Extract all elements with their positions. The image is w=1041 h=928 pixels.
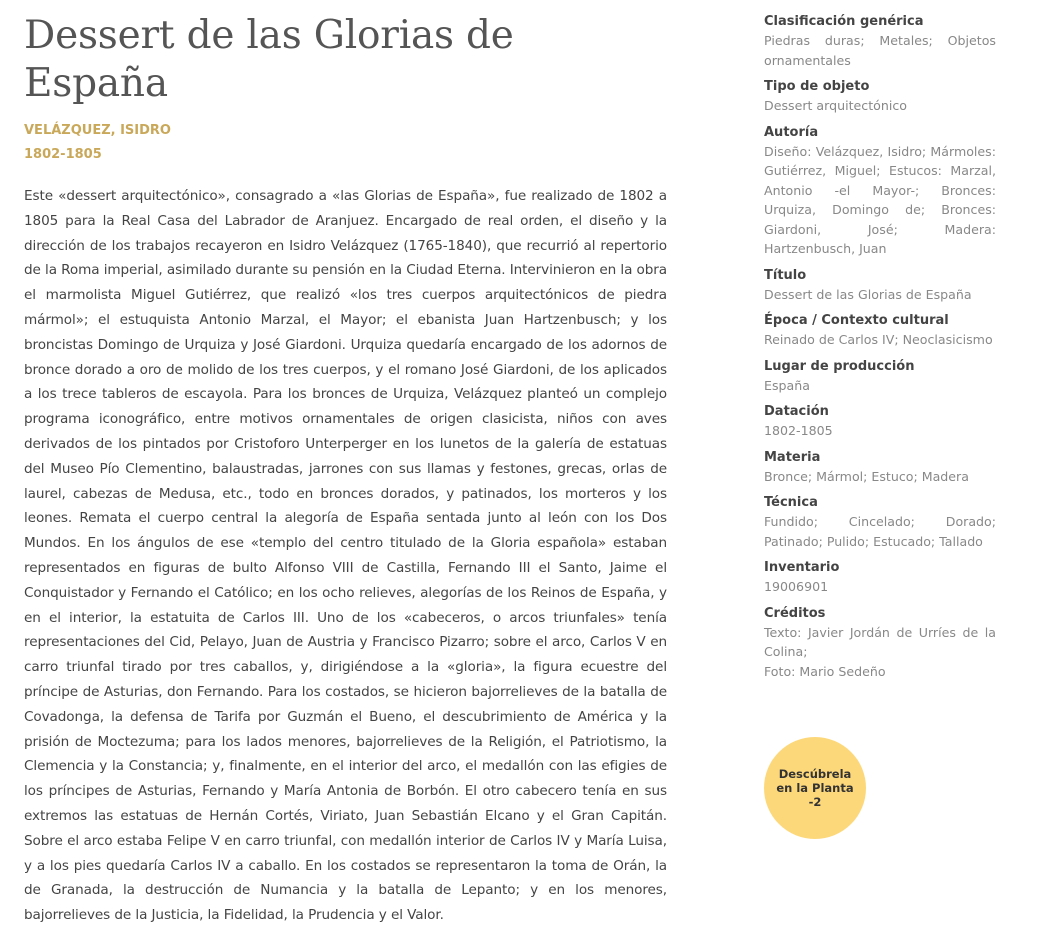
detail-dating — [764, 402, 996, 441]
detail-value: Diseño: Velázquez, Isidro; Mármoles: Gutiérrez, Miguel; Estucos: Marzal, Antonio -el Mayor-; Bronces: Urquiza, Domingo de; Bronces: Giardoni, José; Madera: Hartzenbusch, Juan — [764, 143, 996, 256]
detail-inventory — [764, 558, 996, 597]
detail-label: Técnica — [764, 495, 818, 510]
detail-value: Piedras duras; Metales; Objetos ornamentales — [764, 33, 996, 68]
detail-place — [764, 357, 996, 396]
detail-value: Dessert arquitectónico — [764, 98, 907, 113]
detail-label: Créditos — [764, 605, 826, 621]
details-sidebar — [764, 12, 996, 688]
detail-authorship — [764, 123, 996, 259]
detail-period — [764, 311, 996, 350]
detail-label: Datación — [764, 404, 829, 419]
detail-material — [764, 448, 996, 487]
detail-credits — [764, 604, 996, 682]
detail-label: Inventario — [764, 560, 840, 575]
detail-value: Texto: Javier Jordán de Urríes de la Colina; — [764, 624, 996, 659]
detail-value: 1802-1805 — [764, 423, 833, 438]
detail-object-type — [764, 77, 996, 116]
detail-label: Clasificación genérica — [764, 14, 924, 29]
detail-value: Reinado de Carlos IV; Neoclasicismo — [764, 332, 993, 347]
detail-technique — [764, 493, 996, 551]
detail-classification — [764, 12, 996, 70]
discover-floor-button[interactable] — [764, 737, 866, 839]
detail-title — [764, 266, 996, 305]
detail-value: 19006901 — [764, 579, 829, 594]
detail-value: Fundido; Cincelado; Dorado; Patinado; Pulido; Estucado; Tallado — [764, 514, 996, 549]
detail-label: Tipo de objeto — [764, 79, 870, 94]
artwork-date: 1802-1805 — [24, 147, 102, 162]
detail-label: Materia — [764, 449, 821, 465]
artwork-description: Este «dessert arquitectónico», consagrado a «las Glorias de España», fue realizado de 1802 a 1805 para la Real Casa del Labrador de Aranjuez. Encargado de real orden, el diseño y la dirección de los trabajos recayeron en Isidro Velázquez (1765-1840), que recurrió al repertorio de la Roma imperial, asimilado durante su pensión en la Ciudad Eterna. Intervinieron en la obra el marmolista Miguel Gutiérrez, que realizó «los tres cuerpos arquitectónicos de piedra mármol»; el estuquista Antonio Marzal, el Mayor; el ebanista Juan Hartzenbusch; y los broncistas Domingo de Urquiza y José Giardoni. Urquiza quedaría encargado de los adornos de bronce dorado a oro de molido de los tres cuerpos, y el romano José Giardoni, de los aplicados a los trece tableros de escayola. Para los bronces de Urquiza, Velázquez planteó un complejo programa iconográfico, entre motivos ornamentales de origen clasicista, niños con aves derivados de los pintados por Cristoforo Unterperger en los lunetos de la galería de estatuas del Museo Pío Clementino, balaustradas, jarrones con sus llamas y festones, grecas, orlas de laurel, cabezas de Medusa, etc., todo en bronces dorados, y patinados, los morteros y los leones. Remata el cuerpo central la alegoría de España sentada junto al león con los Dos Mundos. En los ángulos de ese «templo del centro titulado de la Gloria española» estaban representados en figuras de bulto Alfonso VIII de Castilla, Fernando III el Santo, Jaime el Conquistador y Fernando el Católico; en los ocho relieves, alegorías de los Reinos de España, y en el interior, la estatuita de Carlos III. Uno de los «cabeceros, o arcos triunfales» tenía representaciones del Cid, Pelayo, Juan de Austria y Francisco Pizarro; sobre el arco, Carlos V en carro triunfal tirado por tres caballos, y, dirigiéndose a la «gloria», la figura ecuestre del príncipe de Asturias, don Fernando. Para los costados, se hicieron bajorrelieves de la batalla de Covadonga, la defensa de Tarifa por Guzmán el Bueno, el descubrimiento de América y la prisión de Moctezuma; para los lados menores, bajorrelieves de la Religión, el Patriotismo, la Clemencia y la Constancia; y, finalmente, en el interior del arco, el medallón con las efigies de los príncipes de Asturias, Fernando y María Antonia de Borbón. El otro cabecero tenía en sus extremos las estatuas de Hernán Cortés, Viriato, Juan Sebastián Elcano y el Gran Capitán. Sobre el arco estaba Felipe V en carro triunfal, con medallón interior de Carlos IV y María Luisa, y a los pies quedaría Carlos IV a caballo. En los costados se representaron la toma de Orán, la de Granada, la destrucción de Numancia y la batalla de Lepanto; y en los menores, bajorrelieves de la Justicia, la Fidelidad, la Prudencia y el Valor. — [24, 188, 667, 924]
detail-label: Lugar de producción — [764, 358, 915, 374]
detail-value: España — [764, 377, 810, 393]
detail-value-photo: Foto: Mario Sedeño — [764, 663, 886, 679]
discover-floor-label: Descúbrela en la Planta -2 — [776, 767, 854, 809]
detail-label: Autoría — [764, 124, 819, 140]
detail-value: Dessert de las Glorias de España — [764, 286, 972, 302]
page-title: Dessert de las Glorias de España — [24, 13, 514, 106]
detail-label: Título — [764, 267, 807, 283]
artwork-author[interactable]: VELÁZQUEZ, ISIDRO — [24, 123, 171, 138]
main-content — [24, 0, 667, 928]
detail-value: Bronce; Mármol; Estuco; Madera — [764, 468, 969, 484]
detail-label: Época / Contexto cultural — [764, 313, 949, 328]
